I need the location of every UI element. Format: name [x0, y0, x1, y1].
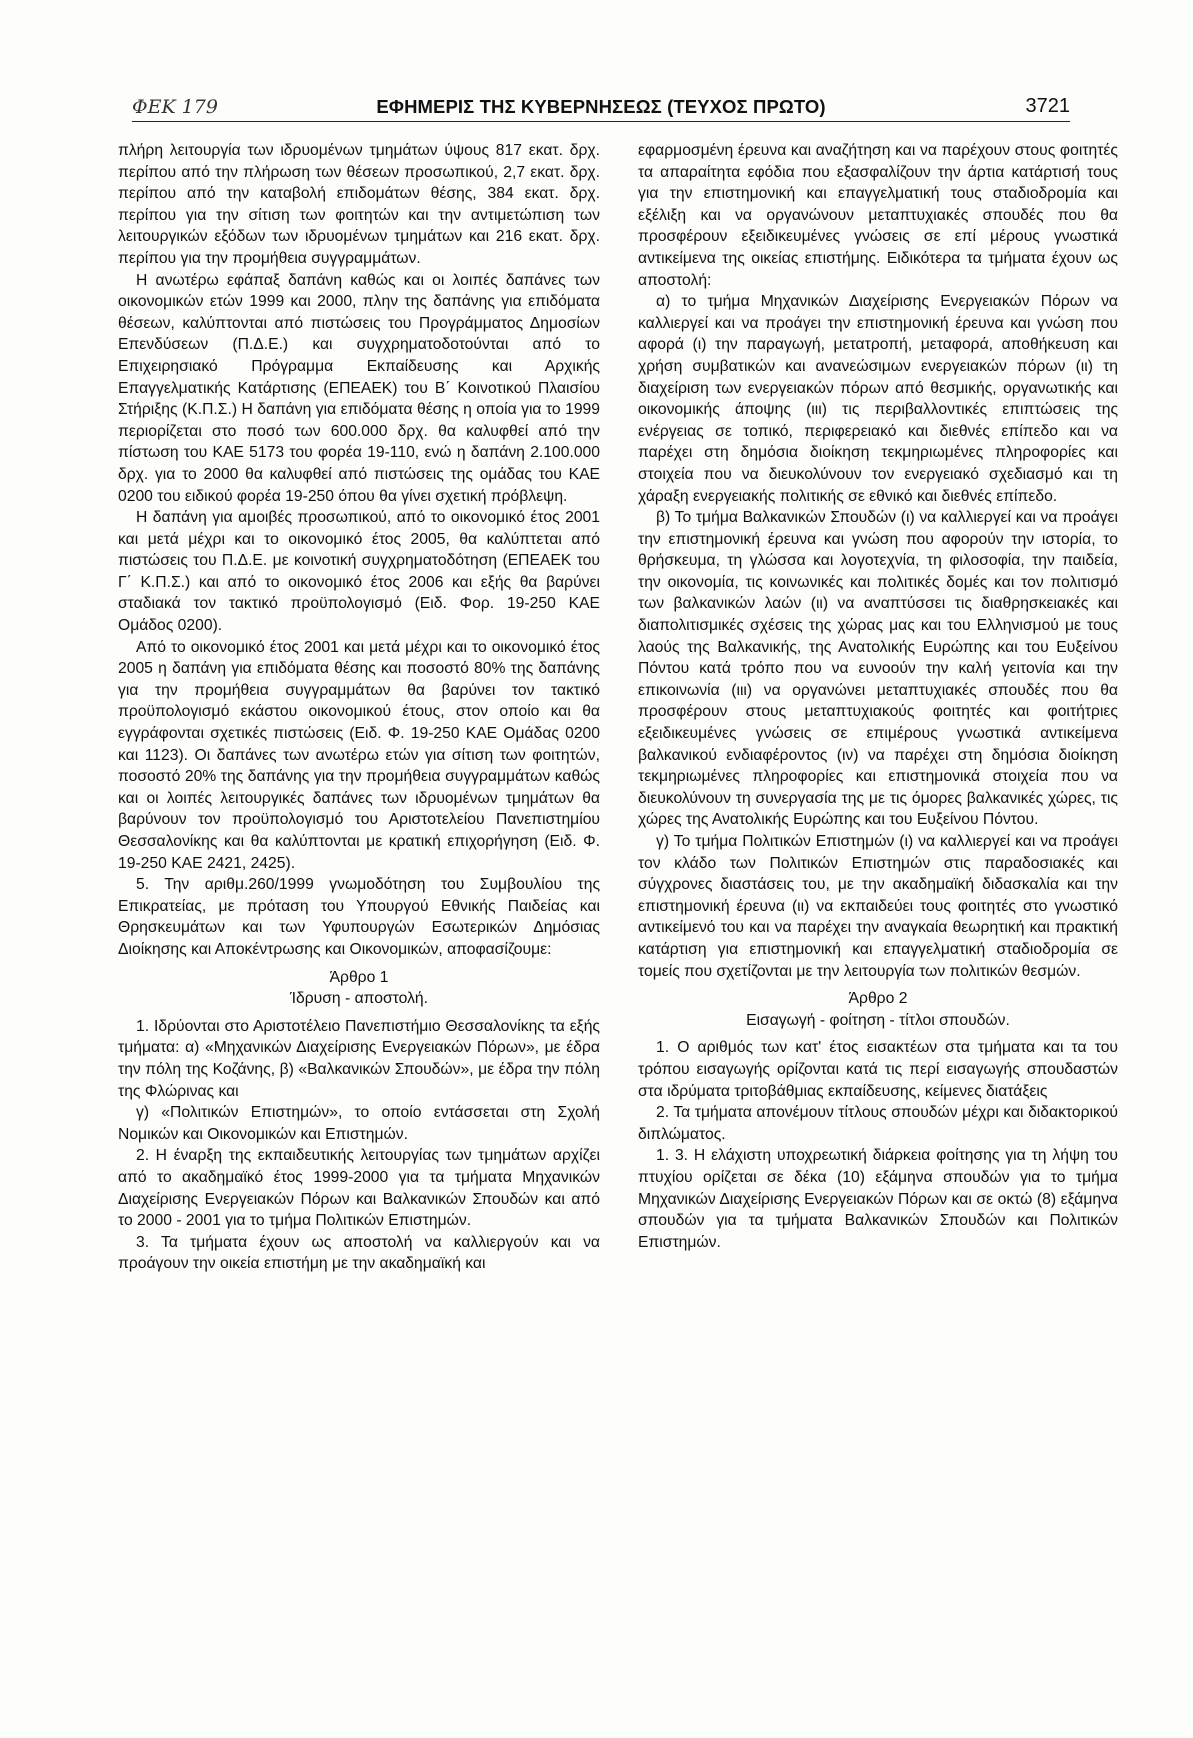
article-1-title: Άρθρο 1 — [329, 968, 389, 986]
paragraph: 1. Ιδρύονται στο Αριστοτέλειο Πανεπιστήμιο Θεσσαλονίκης τα εξής τμήματα: α) «Μηχανικών Διαχείρισης Ενεργειακών Πόρων», με έδρα την πόλη της Κοζάνης, β) «Βαλκανικών Σπουδών», με έδρα την πόλη της Φλώρινας και — [118, 1017, 600, 1100]
paragraph: Η ανωτέρω εφάπαξ δαπάνη καθώς και οι λοιπές δαπάνες των οικονομικών ετών 1999 και 2000, πλην της δαπάνης για επιδόματα θέσεων, καλύπτονται από πιστώσεις του Προγράμματος Δημοσίων Επενδύσεων (Π.Δ.Ε.) και συγχρηματοδοτούνται από το Επιχειρησιακό Πρόγραμμα Εκπαίδευσης και Αρχικής Επαγγελματικής Κατάρτισης (ΕΠΕΑΕΚ) του Β΄ Κοινοτικού Πλαισίου Στήριξης (Κ.Π.Σ.) Η δαπάνη για επιδόματα θέσης η οποία για το 1999 περιορίζεται στο ποσό των 600.000 δρχ. θα καλυφθεί από την πίστωση του ΚΑΕ 5173 του φορέα 19-110, ενώ η δαπάνη 2.100.000 δρχ. για το 2000 θα καλυφθεί από πιστώσεις της ομάδας του ΚΑΕ 0200 του ειδικού φορέα 19-250 όπου θα γίνει σχετική πρόβλεψη. — [118, 271, 600, 505]
paragraph: 1. Ο αριθμός των κατ' έτος εισακτέων στα τμήματα και τα του τρόπου εισαγωγής ορίζονται κατά τις περί εισαγωγής σπουδαστών στα ιδρύματα τριτοβάθμιας εκπαίδευσης, κείμενες διατάξεις — [638, 1039, 1118, 1100]
paragraph: 5. Την αριθμ.260/1999 γνωμοδότηση του Συμβουλίου της Επικρατείας, με πρόταση του Υπουργού Εθνικής Παιδείας και Θρησκευμάτων και των Υφυπουργών Εσωτερικών Δημόσιας Διοίκησης και Αποκέντρωσης και Οικονομικών, αποφασίζουμε: — [118, 876, 600, 958]
paragraph: γ) «Πολιτικών Επιστημών», το οποίο εντάσσεται στη Σχολή Νομικών και Οικονομικών και Επιστημών. — [118, 1104, 600, 1143]
paragraph: γ) Το τμήμα Πολιτικών Επιστημών (ι) να καλλιεργεί και να προάγει τον κλάδο των Πολιτικών Επιστημών στις παραδοσιακές και σύγχρονες διαστάσεις του, με την ακαδημαϊκή διδασκαλία και την επιστημονική έρευνα (ιι) να εκπαιδεύει τους φοιτητές στο γνωστικό αντικείμενό του και να παρέχει την αναγκαία θεωρητική και πρακτική κατάρτιση για επιστημονική και επαγγελματική σταδιοδρομία σε τομείς που σχετίζονται με την λειτουργία των πολιτικών θεσμών. — [638, 833, 1118, 980]
paragraph: α) το τμήμα Μηχανικών Διαχείρισης Ενεργειακών Πόρων να καλλιεργεί και να προάγει την επιστημονική έρευνα και γνώση που αφορά (ι) την παραγωγή, μετατροπή, μεταφορά, αποθήκευση και χρήση συμβατικών και ανανεώσιμων ενεργειακών πόρων (ιι) τη διαχείριση των ενεργειακών πόρων από θεσμικής, οργανωτικής και οικονομικής άποψης (ιιι) τις περιβαλλοντικές επιπτώσεις της ενέργειας σε τοπικό, περιφερειακό και διεθνές επίπεδο και να παρέχει στη δημόσια διοίκηση τεκμηριωμένες πληροφορίες και στοιχεία που να διευκολύνουν τον ενεργειακό σχεδιασμό και τη χάραξη ενεργειακής πολιτικής σε εθνικό και διεθνές επίπεδο. — [638, 293, 1118, 505]
handwritten-note: ΦΕΚ 179 — [132, 96, 218, 118]
article-2-title: Άρθρο 2 — [848, 990, 908, 1008]
article-1-subtitle: Ίδρυση - αποστολή. — [289, 990, 428, 1008]
gazette-title: ΕΦΗΜΕΡΙΣ ΤΗΣ ΚΥΒΕΡΝΗΣΕΩΣ (ΤΕΥΧΟΣ ΠΡΩΤΟ) — [376, 96, 826, 117]
right-column — [638, 140, 1118, 1253]
page-number: 3721 — [1025, 95, 1070, 117]
article-2-subtitle: Εισαγωγή - φοίτηση - τίτλοι σπουδών. — [746, 1011, 1010, 1029]
paragraph: Η δαπάνη για αμοιβές προσωπικού, από το οικονομικό έτος 2001 και μετά μέχρι και το οικονομικό έτος 2005, θα καλύπτεται από πιστώσεις του Π.Δ.Ε. με κοινοτική συγχρηματοδότηση (ΕΠΕΑΕΚ του Γ΄ Κ.Π.Σ.) και από το οικονομικό έτος 2006 και εξής θα βαρύνει σταδιακά τον τακτικό προϋπολογισμό (Ειδ. Φορ. 19-250 ΚΑΕ Ομάδος 0200). — [118, 509, 600, 635]
paragraph: 1. 3. Η ελάχιστη υποχρεωτική διάρκεια φοίτησης για τη λήψη του πτυχίου ορίζεται σε δέκα (10) εξάμηνα σπουδών για το τμήμα Μηχανικών Διαχείρισης Ενεργειακών Πόρων και σε οκτώ (8) εξάμηνα σπουδών για τα τμήματα Βαλκανικών Σπουδών και Πολιτικών Επιστημών. — [638, 1147, 1118, 1251]
paragraph: β) Το τμήμα Βαλκανικών Σπουδών (ι) να καλλιεργεί και να προάγει την επιστημονική έρευνα και γνώση που αφορούν την ιστορία, το θρήσκευμα, τη γλώσσα και λογοτεχνία, τη φιλοσοφία, την παιδεία, την οικονομία, τις κοινωνικές και πολιτικές δομές και τον πολιτισμό των βαλκανικών λαών (ιι) να αναπτύσσει τις διαθρησκειακές και διαπολιτισμικές σχέσεις της χώρας μας και του Ελληνισμού με τους λαούς της Βαλκανικής, της Ανατολικής Ευρώπης και του Ευξείνου Πόντου κατά τρόπο που να ευνοούν την καλή γειτονία και την επικοινωνία (ιιι) να οργανώνει μεταπτυχιακές σπουδές που θα προσφέρουν στους μεταπτυχιακούς φοιτητές και φοιτήτριες εξειδικευμένες γνώσεις σε επιμέρους γνωστικά αντικείμενα βαλκανικού ενδιαφέροντος (ιν) να παρέχει στη δημόσια διοίκηση τεκμηριωμένες πληροφορίες και επιστημονικά στοιχεία που να διευκολύνουν τη συνεργασία της με τις όμορες βαλκανικές χώρες, τις χώρες της Ανατολικής Ευρώπης και του Ευξείνου Πόντου. — [638, 509, 1118, 829]
paragraph: 2. Τα τμήματα απονέμουν τίτλους σπουδών μέχρι και διδακτορικού διπλώματος. — [638, 1104, 1118, 1143]
header-rule — [132, 121, 1070, 122]
paragraph: εφαρμοσμένη έρευνα και αναζήτηση και να παρέχουν στους φοιτητές τα απαραίτητα εφόδια που εξασφαλίζουν την άρτια κατάρτισή τους για την επιστημονική και επαγγελματική τους σταδιοδρομία και εξέλιξη και να οργανώνουν μεταπτυχιακές σπουδές που θα προσφέρουν εξειδικευμένες γνώσεις σε επί μέρους γνωστικά αντικείμενα της οικείας επιστήμης. Ειδικότερα τα τμήματα έχουν ως αποστολή: — [638, 142, 1118, 289]
paragraph: 2. Η έναρξη της εκπαιδευτικής λειτουργίας των τμημάτων αρχίζει από το ακαδημαϊκό έτος 1999-2000 για τα τμήματα Μηχανικών Διαχείρισης Ενεργειακών Πόρων και Βαλκανικών Σπουδών και από το 2000 - 2001 για το τμήμα Πολιτικών Επιστημών. — [118, 1147, 600, 1230]
page-header — [132, 86, 1070, 122]
paragraph: Από το οικονομικό έτος 2001 και μετά μέχρι και το οικονομικό έτος 2005 η δαπάνη για επιδόματα θέσης και ποσοστό 80% της δαπάνης για την προμήθεια συγγραμμάτων θα βαρύνει τον τακτικό προϋπολογισμό εκάστου οικονομικού έτους, στον οποίο και θα εγγράφονται σχετικές πιστώσεις (Ειδ. Φ. 19-250 ΚΑΕ Ομάδας 0200 και 1123). Οι δαπάνες των ανωτέρω ετών για σίτιση των φοιτητών, ποσοστό 20% της δαπάνης για την προμήθεια συγγραμμάτων καθώς και οι λοιπές λειτουργικές δαπάνες των ιδρυομένων τμημάτων θα βαρύνουν τον προϋπολογισμό του Αριστοτελείου Πανεπιστημίου Θεσσαλονίκης και θα καλύπτονται με κρατική επιχορήγηση (Ειδ. Φ. 19-250 ΚΑΕ 2421, 2425). — [118, 638, 600, 872]
paragraph: πλήρη λειτουργία των ιδρυομένων τμημάτων ύψους 817 εκατ. δρχ. περίπου από την πλήρωση των θέσεων προσωπικού, 2,7 εκατ. δρχ. περίπου από την καταβολή επιδομάτων θέσης, 384 εκατ. δρχ. περίπου για την σίτιση των φοιτητών και την αντιμετώπιση των λειτουργικών εξόδων των ιδρυομένων τμημάτων και 216 εκατ. δρχ. περίπου για την προμήθεια συγγραμμάτων. — [118, 142, 600, 267]
left-column — [118, 140, 600, 1275]
paragraph: 3. Τα τμήματα έχουν ως αποστολή να καλλιεργούν και να προάγουν την οικεία επιστήμη με την ακαδημαϊκή και — [118, 1233, 600, 1273]
